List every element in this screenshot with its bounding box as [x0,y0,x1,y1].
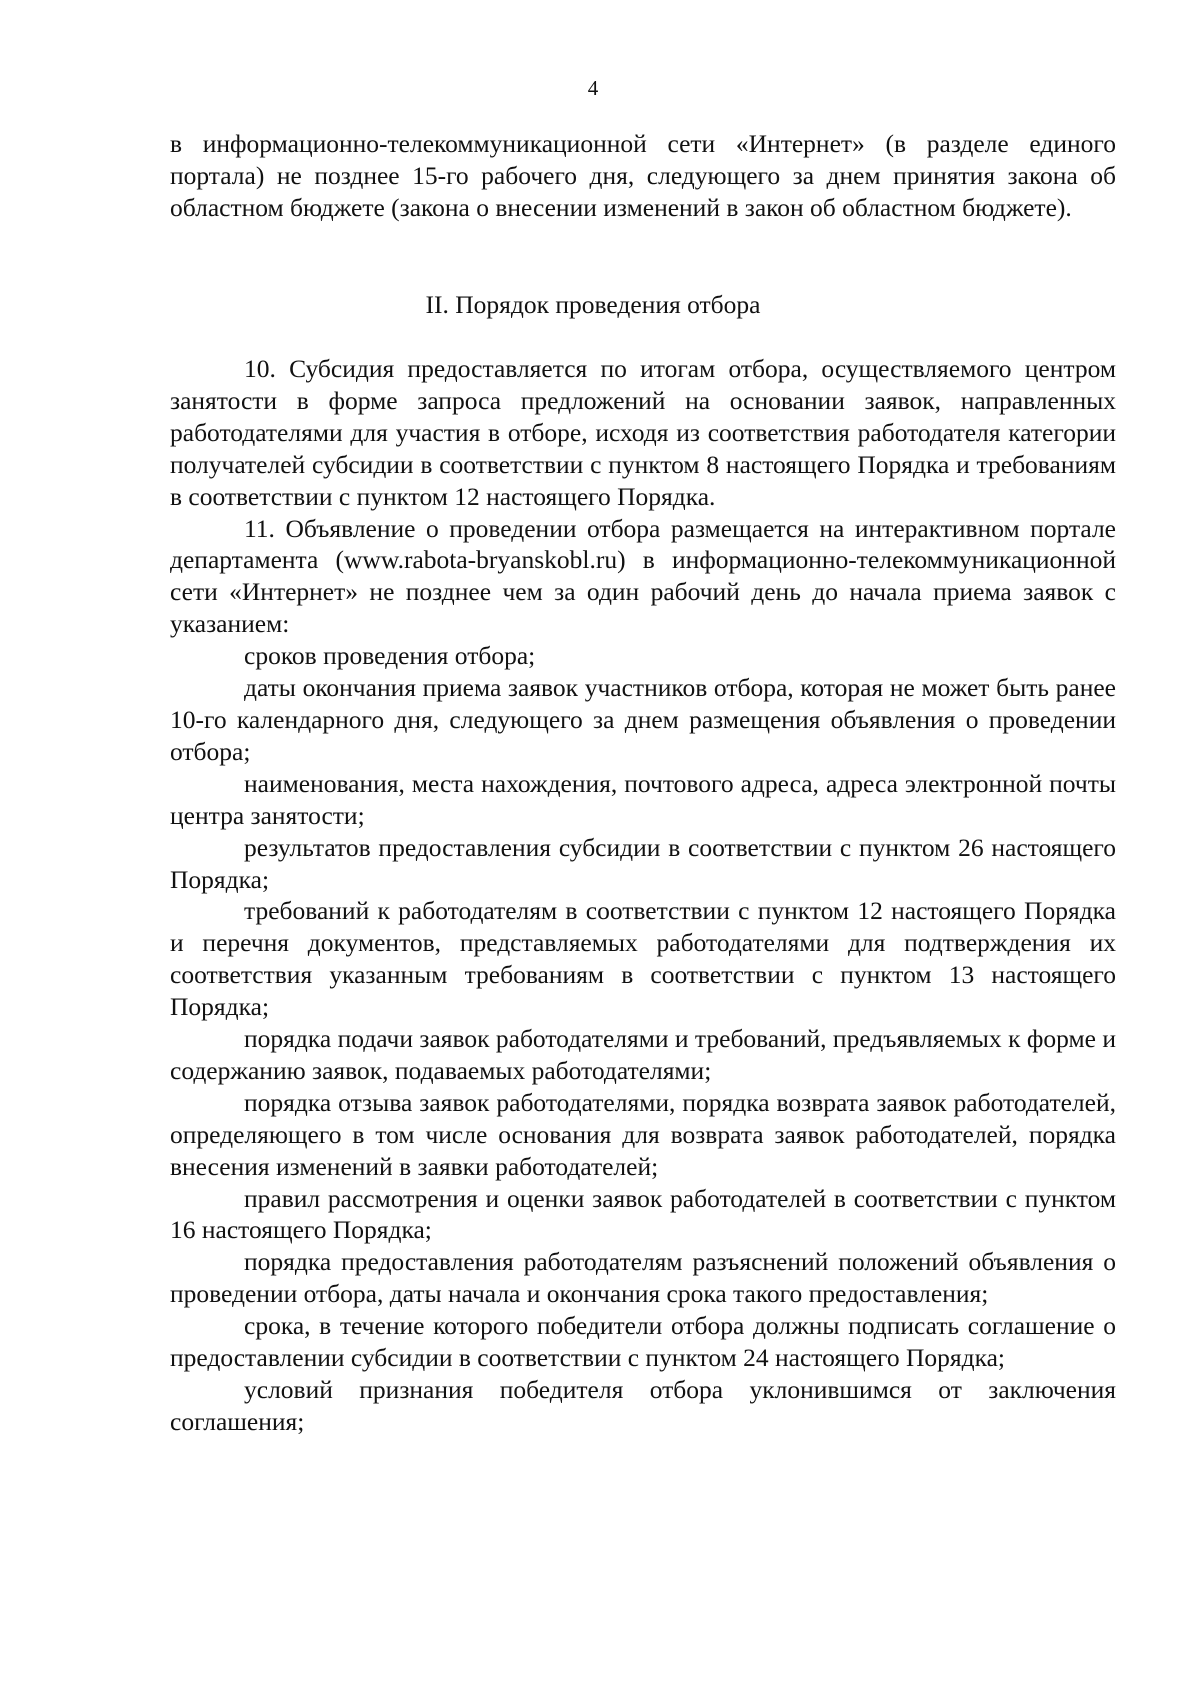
list-item: правил рассмотрения и оценки заявок работодателей в соответствии с пунктом 16 настоящего Порядка; [170,1183,1116,1245]
list-item: наименования, места нахождения, почтового адреса, адреса электронной почты центра занятости; [170,768,1116,830]
paragraph-10: 10. Субсидия предоставляется по итогам отбора, осуществляемого центром занятости в форме запроса предложений на основании заявок, направленных работодателями для участия в отборе, исходя из соответствия работодателя категории получателей субсидии в соответствии с пунктом 8 настоящего Порядка и требованиям в соответствии с пунктом 12 настоящего Порядка. [170,354,1116,511]
page-number: 4 [587,76,599,100]
list-item: требований к работодателям в соответствии с пунктом 12 настоящего Порядка и перечня документов, представляемых работодателями для подтверждения их соответствия указанным требованиям в соответствии с пунктом 13 настоящего Порядка; [170,896,1116,1022]
section-body [170,353,1116,1438]
list-item: порядка предоставления работодателям разъяснений положений объявления о проведении отбора, даты начала и окончания срока такого предоставления; [170,1247,1116,1309]
intro-text-block [170,128,1116,224]
list-item: порядка отзыва заявок работодателями, порядка возврата заявок работодателей, определяющего в том числе основания для возврата заявок работодателей, порядка внесения изменений в заявки работодателей; [170,1087,1116,1181]
list-item: порядка подачи заявок работодателями и требований, предъявляемых к форме и содержанию заявок, подаваемых работодателями; [170,1024,1116,1085]
paragraph-11: 11. Объявление о проведении отбора размещается на интерактивном портале департамента (www.rabota-bryanskobl.ru) в информационно-телекоммуникационной сети «Интернет» не позднее чем за один рабочий день до начала приема заявок с указанием: [170,513,1116,639]
list-item: срока, в течение которого победители отбора должны подписать соглашение о предоставлении субсидии в соответствии с пунктом 24 настоящего Порядка; [170,1311,1116,1373]
list-item: условий признания победителя отбора уклонившимся от заключения соглашения; [170,1375,1116,1436]
list-item: сроков проведения отбора; [244,641,536,671]
intro-paragraph: в информационно-телекоммуникационной сети «Интернет» (в разделе единого портала) не позднее 15-го рабочего дня, следующего за днем принятия закона об областном бюджете (закона о внесении изменений в закон об областном бюджете). [170,129,1116,222]
section-title: II. Порядок проведения отбора [425,290,761,319]
list-item: даты окончания приема заявок участников отбора, которая не может быть ранее 10-го календарного дня, следующего за днем размещения объявления о проведении отбора; [170,673,1116,766]
list-item: результатов предоставления субсидии в соответствии с пунктом 26 настоящего Порядка; [170,832,1116,894]
